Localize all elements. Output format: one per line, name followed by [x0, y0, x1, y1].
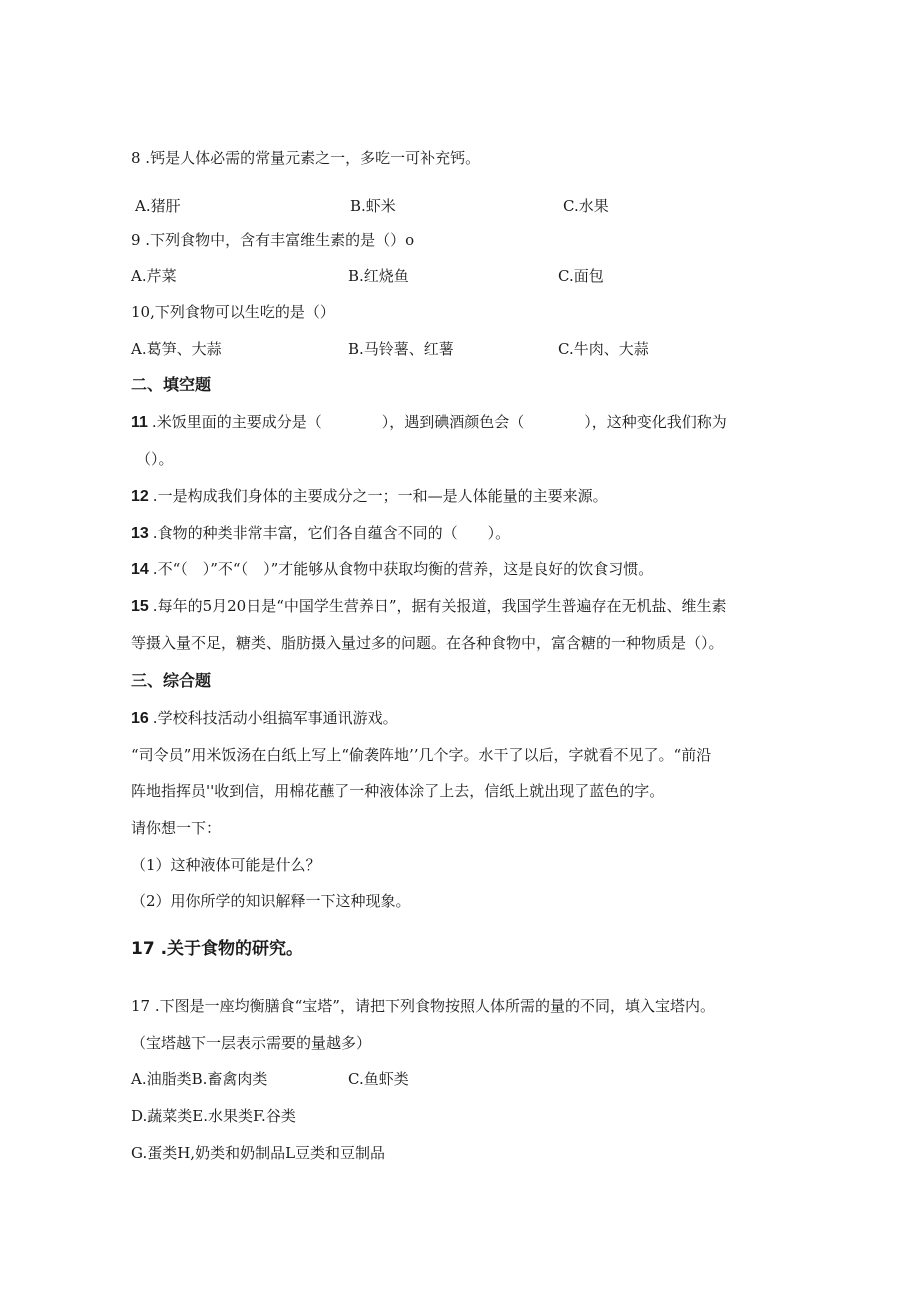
- q8-option-b: B.虾米: [350, 197, 396, 215]
- q9-option-a: A.芹菜: [131, 267, 177, 285]
- question-17-title: 17 .关于食物的研究。: [131, 939, 304, 959]
- question-16-sub2: （2）用你所学的知识解释一下这种现象。: [131, 892, 411, 910]
- question-number: 14: [131, 561, 149, 578]
- section-fill-in-title: 二、填空题: [131, 375, 212, 394]
- question-15-line1: .每年的5月20日是“中国学生营养日”，据有关报道，我国学生普遍存在无机盐、维生素: [152, 597, 727, 615]
- section-comprehensive-title: 三、综合题: [131, 671, 212, 690]
- q9-option-c: C.面包: [558, 267, 604, 285]
- q8-option-c: C.水果: [563, 197, 609, 215]
- q8-option-a: A.猪肝: [135, 197, 181, 215]
- question-12: [131, 486, 608, 507]
- question-14: [131, 559, 653, 580]
- question-13: [131, 523, 510, 544]
- question-11: [131, 412, 727, 433]
- question-number: 15: [131, 598, 149, 615]
- question-15-line2: 等摄入量不足，糖类、脂肪摄入量过多的问题。在各种食物中，富含糖的一种物质是（）。: [131, 634, 724, 652]
- question-16-para1: “司令员”用米饭汤在白纸上写上“偷袭阵地’’几个字。水干了以后，字就看不见了。“前沿: [131, 746, 712, 764]
- question-9: 9 .下列食物中，含有丰富维生素的是（）o: [131, 231, 415, 249]
- q10-option-c: C.牛肉、大蒜: [558, 340, 649, 358]
- question-14-text: .不“（ ）”不“（ ）”才能够从食物中获取均衡的营养，这是良好的饮食习惯。: [152, 560, 654, 578]
- question-15: [131, 596, 727, 617]
- question-17-row1b: C.鱼虾类: [348, 1070, 409, 1088]
- question-number: 16: [131, 710, 149, 727]
- question-10: 10,下列食物可以生吃的是（）: [131, 303, 335, 321]
- question-16: [131, 708, 398, 729]
- question-16-para2: 阵地指挥员''收到信，用棉花蘸了一种液体涂了上去，信纸上就出现了蓝色的字。: [131, 782, 665, 800]
- q9-option-b: B.红烧鱼: [348, 267, 409, 285]
- question-16-text: .学校科技活动小组搞军事通讯游戏。: [152, 709, 398, 727]
- question-11-line2: （）。: [136, 450, 174, 468]
- question-16-sub1: （1）这种液体可能是什么？: [131, 856, 321, 874]
- question-11-line1: .米饭里面的主要成分是（ ），遇到碘酒颜色会（ ），这种变化我们称为: [151, 413, 727, 431]
- question-17-text: 17 .下图是一座均衡膳食“宝塔”，请把下列食物按照人体所需的量的不同，填入宝塔内。: [131, 997, 715, 1015]
- q10-option-a: A.葛笋、大蒜: [131, 340, 222, 358]
- question-number: 12: [131, 488, 149, 505]
- question-8: 8 .钙是人体必需的常量元素之一，多吃一可补充钙。: [131, 149, 481, 167]
- question-17-row1a: A.油脂类B.畜禽肉类: [131, 1070, 268, 1088]
- question-17-row2: D.蔬菜类E.水果类F.谷类: [131, 1107, 296, 1125]
- question-17-row3: G.蛋类H,奶类和奶制品L豆类和豆制品: [131, 1144, 386, 1162]
- question-number: 13: [131, 525, 149, 542]
- question-number: 11: [131, 414, 148, 431]
- q10-option-b: B.马铃薯、红薯: [348, 340, 454, 358]
- question-16-prompt: 请你想一下：: [131, 819, 222, 837]
- question-17-note: （宝塔越下一层表示需要的量越多）: [131, 1034, 372, 1052]
- question-12-text: .一是构成我们身体的主要成分之一；一和—是人体能量的主要来源。: [152, 487, 608, 505]
- question-13-text: .食物的种类非常丰富，它们各自蕴含不同的（ ）。: [152, 524, 511, 542]
